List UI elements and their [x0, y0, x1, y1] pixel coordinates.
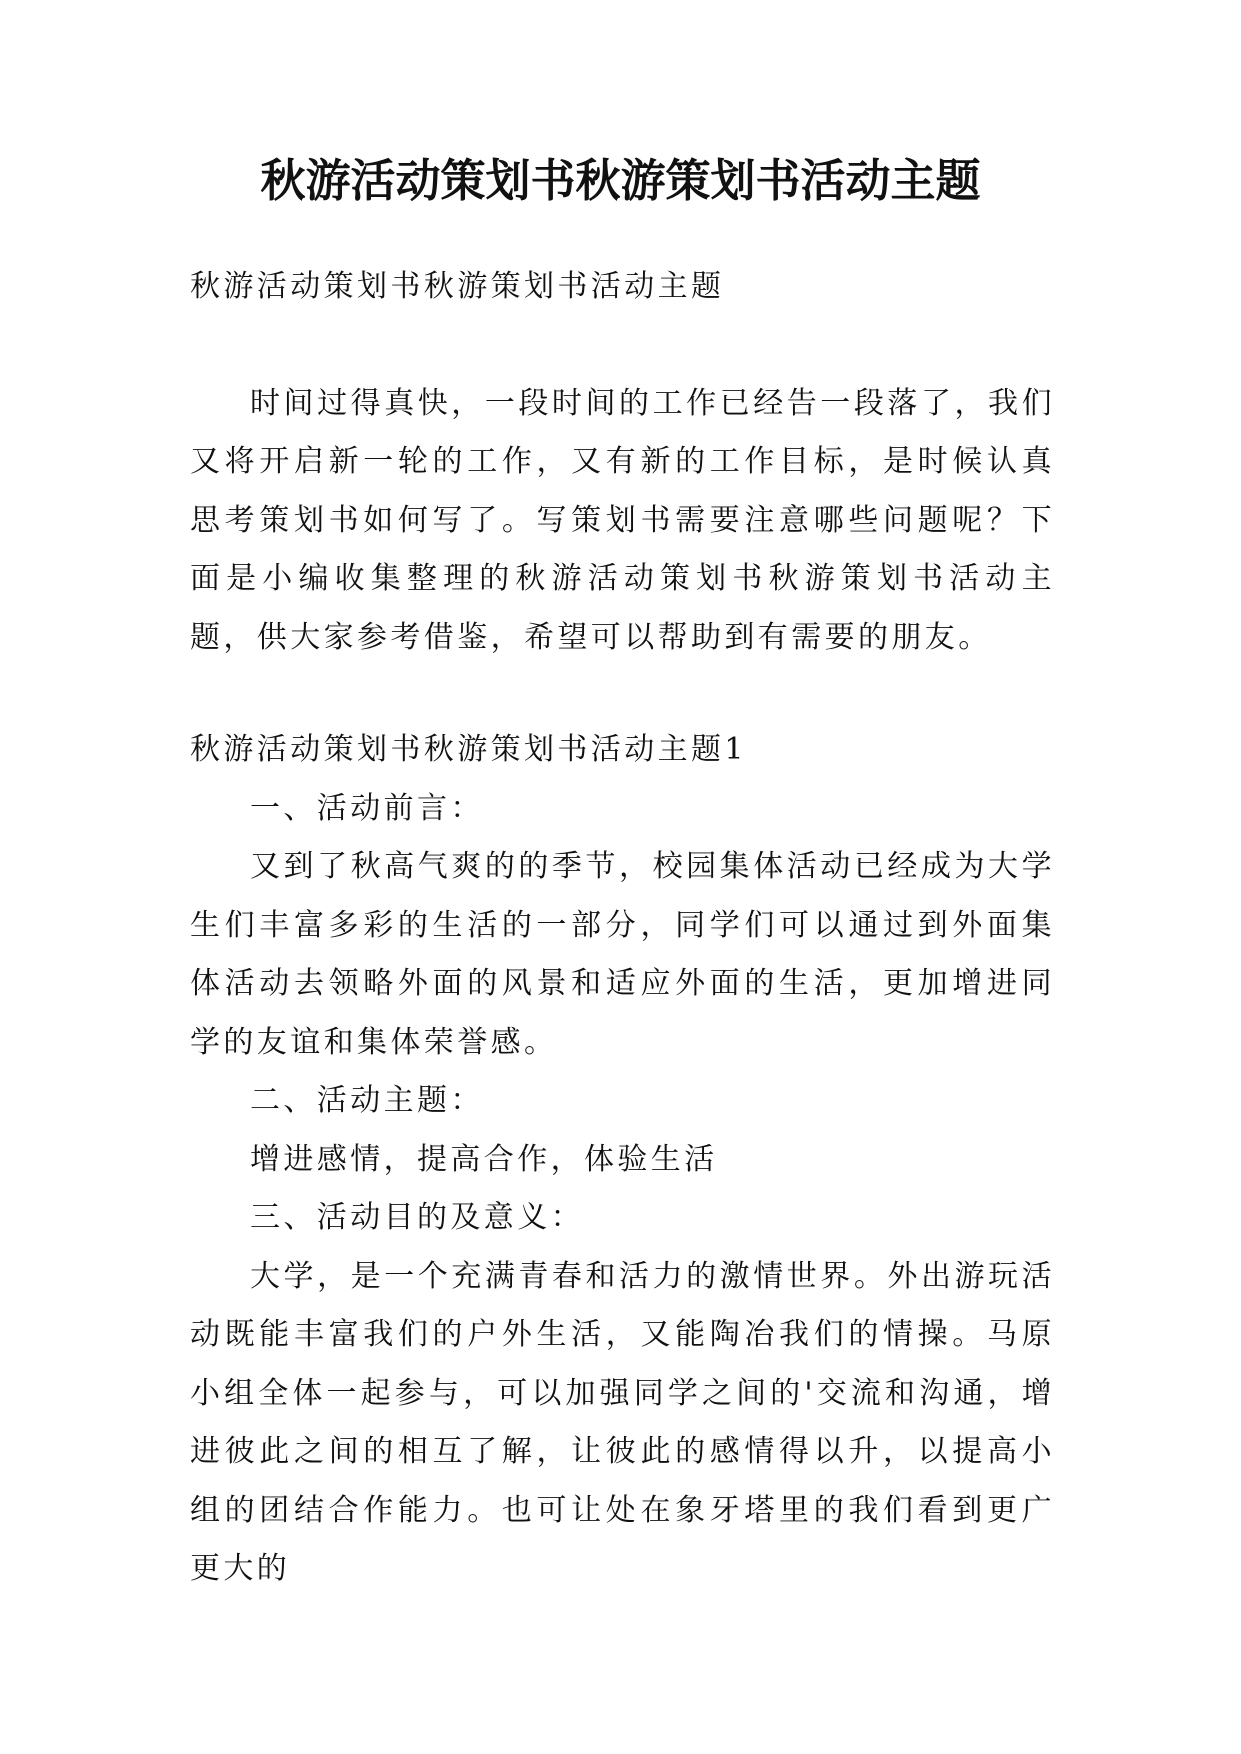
intro-paragraph: 时间过得真快，一段时间的工作已经告一段落了，我们又将开启新一轮的工作，又有新的工作目标，是时候认真思考策划书如何写了。写策划书需要注意哪些问题呢？下面是小编收集整理的秋游活动策划书秋游策划书活动主题，供大家参考借鉴，希望可以帮助到有需要的朋友。 — [190, 385, 1055, 655]
item-text-theme: 增进感情，提高合作，体验生活 — [250, 1141, 718, 1177]
document-body — [190, 258, 1055, 1599]
item-text-preface: 又到了秋高气爽的的季节，校园集体活动已经成为大学生们丰富多彩的生活的一部分，同学们可以通过到外面集体活动去领略外面的风景和适应外面的生活，更加增进同学的友谊和集体荣誉感。 — [190, 849, 1055, 1060]
item-heading-theme: 二、活动主题： — [250, 1083, 484, 1118]
item-heading-purpose: 三、活动目的及意义： — [250, 1200, 584, 1235]
section-heading: 秋游活动策划书秋游策划书活动主题1 — [190, 732, 747, 767]
item-text-purpose: 大学，是一个充满青春和活力的激情世界。外出游玩活动既能丰富我们的户外生活，又能陶冶我们的情操。马原小组全体一起参与，可以加强同学之间的'交流和沟通，增进彼此之间的相互了解，让彼此的感情得以升，以提高小组的团结合作能力。也可让处在象牙塔里的我们看到更广更大的 — [190, 1258, 1055, 1586]
document-subtitle: 秋游活动策划书秋游策划书活动主题 — [190, 269, 725, 304]
document-title: 秋游活动策划书秋游策划书活动主题 — [260, 154, 981, 207]
item-heading-preface: 一、活动前言： — [250, 790, 484, 826]
